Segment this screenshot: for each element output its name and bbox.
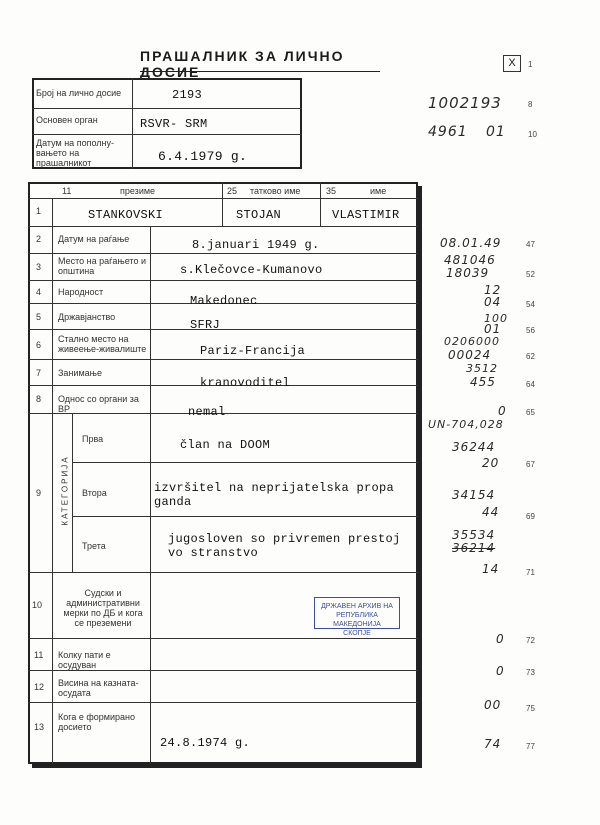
stamp-line-2: РЕПУБЛИКА МАКЕДОНИЈА	[333, 612, 381, 628]
margin-code-6: 100	[484, 312, 508, 325]
header-col35: 35	[326, 186, 337, 196]
margin-num-7: 56	[526, 326, 535, 335]
margin-num-24: 77	[526, 742, 535, 751]
header-col11: 11	[62, 186, 72, 196]
margin-code-11: 455	[470, 375, 496, 389]
category-second-value-2: ganda	[154, 495, 192, 509]
margin-code-20: 14	[482, 562, 500, 576]
margin-code-22: 0	[496, 664, 505, 678]
margin-num-17: 69	[526, 512, 535, 521]
margin-num-11: 64	[526, 380, 535, 389]
margin-num-5: 54	[526, 300, 535, 309]
margin-num-12: 65	[526, 408, 535, 417]
margin-num-20: 71	[526, 568, 535, 577]
row-1-father: STOJAN	[236, 208, 282, 222]
margin-code-13: UN-704,028	[428, 418, 504, 431]
row-10-number: 10	[32, 600, 43, 610]
header-name: име	[370, 186, 387, 196]
row-5-value: SFRJ	[190, 318, 221, 332]
margin-code-24: 74	[484, 737, 502, 751]
margin-code-12: 0	[498, 404, 507, 418]
margin-code-19: 36214	[452, 541, 496, 555]
row-6-label: Стално место на живеење-живалиште	[58, 334, 147, 354]
row-3-number: 3	[36, 262, 42, 272]
margin-num-9: 62	[526, 352, 535, 361]
margin-code-14: 36244	[452, 440, 496, 454]
margin-code-2: 481046	[444, 253, 496, 267]
row-5-number: 5	[36, 312, 42, 322]
code-dossier-handwritten: 1002193	[428, 94, 502, 112]
row-4-label: Народност	[58, 287, 104, 297]
row-3-value: s.Klečovce-Kumanovo	[180, 263, 323, 277]
top-value-dossier-no: 2193	[172, 88, 203, 102]
margin-num-21: 72	[526, 636, 535, 645]
category-third-value-1: jugosloven so privremen prestoj	[168, 532, 401, 546]
row-12-label: Висина на казната-осудата	[58, 678, 139, 698]
row-6-value: Pariz-Francija	[200, 344, 306, 358]
category-vertical-label: КАТЕГОРИЈА	[60, 455, 70, 526]
row-2-number: 2	[36, 234, 42, 244]
top-label-date: Датум на пополну-вањето на прашалникот	[36, 138, 114, 168]
category-second-value-1: izvršitel na neprijatelska propa	[154, 481, 395, 495]
row-8-number: 8	[36, 394, 42, 404]
row-4-value: Makedonec	[190, 294, 258, 308]
row-4-number: 4	[36, 287, 42, 297]
code-organ-num: 10	[528, 130, 537, 139]
margin-code-4: 12	[484, 283, 502, 297]
row-11-label: Колку пати е осудуван	[58, 650, 111, 670]
row-1-surname: STANKOVSKI	[88, 208, 164, 222]
row-13-value: 24.8.1974 g.	[160, 736, 251, 750]
code-dossier-num: 8	[528, 100, 533, 109]
row-8-value: nemal	[188, 405, 226, 419]
row-1-number: 1	[36, 206, 42, 216]
stamp-line-1: ДРЖАВЕН АРХИВ НА	[321, 603, 393, 610]
form-title: ПРАШАЛНИК ЗА ЛИЧНО ДОСИЕ	[140, 48, 345, 80]
top-label-organ: Основен орган	[36, 115, 98, 125]
archive-stamp	[314, 597, 400, 637]
top-value-organ: RSVR- SRM	[140, 117, 208, 131]
code-organ-a: 4961	[428, 124, 468, 140]
margin-num-3: 52	[526, 270, 535, 279]
margin-num-1: 47	[526, 240, 535, 249]
category-third-value-2: vo stranstvo	[168, 546, 259, 560]
margin-code-23: 00	[484, 698, 502, 712]
row-7-label: Занимање	[58, 368, 102, 378]
row-11-number: 11	[34, 650, 44, 660]
row-2-label: Датум на раѓање	[58, 234, 130, 244]
row-8-label: Однос со органи за ВР	[58, 394, 139, 414]
category-first-value: član na DOOM	[180, 438, 271, 452]
margin-code-10: 3512	[466, 362, 498, 375]
x-mark-box: X	[503, 55, 521, 72]
header-surname: презиме	[120, 186, 156, 196]
category-first-label: Прва	[82, 434, 104, 444]
row-5-label: Државјанство	[58, 312, 116, 322]
margin-code-5: 04	[484, 295, 502, 309]
header-father: татково име	[250, 186, 301, 196]
row-1-name: VLASTIMIR	[332, 208, 400, 222]
row-12-number: 12	[34, 682, 45, 692]
margin-code-9: 00024	[448, 348, 492, 362]
row-7-value: kranovoditel	[200, 376, 291, 390]
row-10-label: Судски и административни мерки по ДБ и кога се преземени	[63, 588, 143, 628]
row-7-number: 7	[36, 368, 42, 378]
x-mark-number: 1	[528, 60, 533, 69]
category-second-label: Втора	[82, 488, 107, 498]
margin-code-17: 44	[482, 505, 500, 519]
top-value-date: 6.4.1979 g.	[158, 149, 248, 164]
margin-code-8: 0206000	[444, 335, 500, 348]
row-3-label: Место на раѓањето и општина	[58, 256, 146, 276]
row-9-number: 9	[36, 488, 42, 498]
row-2-value: 8.januari 1949 g.	[192, 238, 320, 252]
category-third-label: Трета	[82, 541, 106, 551]
margin-code-21: 0	[496, 632, 505, 646]
code-organ-b: 01	[486, 124, 506, 140]
header-col25: 25	[227, 186, 238, 196]
title-underline	[140, 71, 380, 72]
row-13-label: Кога е формирано досието	[58, 712, 135, 732]
margin-num-23: 75	[526, 704, 535, 713]
margin-code-1: 08.01.49	[440, 236, 502, 250]
row-6-number: 6	[36, 340, 42, 350]
top-label-dossier-no: Број на лично досие	[36, 88, 122, 98]
row-13-number: 13	[34, 722, 45, 732]
margin-num-15: 67	[526, 460, 535, 469]
margin-code-16: 34154	[452, 488, 496, 502]
margin-code-3: 18039	[446, 266, 490, 280]
stamp-line-3: СКОПЈЕ	[343, 630, 371, 637]
margin-code-7: 01	[484, 322, 502, 336]
margin-num-22: 73	[526, 668, 535, 677]
margin-code-18: 35534	[452, 528, 496, 542]
margin-code-15: 20	[482, 456, 500, 470]
